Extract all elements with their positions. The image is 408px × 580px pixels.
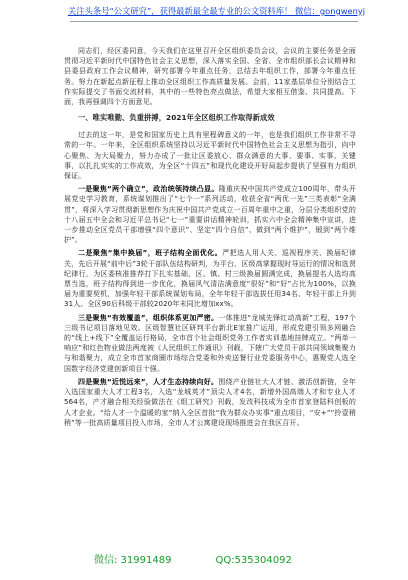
paragraph-election [64,248,356,309]
paragraph-political [64,184,356,245]
footer-contacts [94,555,344,567]
paragraph-election-lead: 二是聚焦“集中换届”，班子结构全面优化。 [78,249,223,258]
paragraph-coverage-lead: 三是聚焦“有效覆盖”，组织体系更加严密。 [78,313,219,322]
paragraph-coverage [64,313,356,374]
section-heading: 一、唯实唯勤、负重拼搏，2021年全区组织工作取得新成效 [78,113,275,123]
paragraph-talent [64,377,356,428]
document-body [64,46,356,431]
paragraph-coverage-body: 一体推进“龙城先锋红动高新”工程，197个三级书记项目落地见效。区级智慧社区研判平台新北E家推广运用，形成党建引领多网融合的“线上+线下”全覆盖运行格局，全市首个社会组织党务工作者实训基地挂牌成立。“两单一响应”和红色物业做法两度被《人民组织工作通讯》刊载，下辖广大党员干部共同领域集聚力与和谐聚力，成立全市首家商圈市场综合党委和外卖送餐行业党委服务中心，惠聚党人选全国数字经济党建创新项目十强。 [64,313,357,373]
header-divider [70,21,358,22]
paragraph-election-body: 严把选人用人关、巡视程序关、换届纪律关，先后开展“前中后”3轮干部队伍结构研判，为平台、区级高掌握现时导运行的情况和选贤纪律行，为区委核准推荐打下扎实基础，区、镇、村三级换届圆满完成，换届提名人选均高票当选，班子结构得到进一步优化，换届风气清洁满意度“很好”和“好”占比为100%，以换届为重要契机，加强年轻干部系统谋划布局，全年年轻干部选拔任用34名、年轻干部上升到31人。全区90后科级干部较2020年末同比增加xx%。 [64,249,356,309]
footer-wechat: 微信: 31991489 [94,555,172,566]
paragraph-political-lead: 一是聚焦“两个确立”，政治统领持续凸显。 [78,185,219,194]
intro-paragraph: 同志们，经区委同意，今天我们在这里召开全区组织委员会议，会议的主要任务是全面贯彻习近平新时代中国特色社会主义思想，深入落实全国、全省、全市组织部长会议精神和县委县政府工作会议精神，研究部署今年重点任务，总结去年组织工作，部署今年重点任务。努力在新起点新征程上推动全区组织工作高质量发展。会前，11家基层单位分别结合工作实际提交了书面交流材料，其中的一些特色亮点做法，希望大家相互借鉴、共同提高。下面，我再强调四个方面意见。 [64,47,356,107]
footer-qq: QQ:535304092 [215,555,292,566]
banner-text[interactable]: 关注头条号“公文研究”，获得最新最全最专业的公文资料库！ 微信：gongwenyj [68,6,366,16]
paragraph-talent-body: 围绕产业链社大人才链、激活创新链，全年入选国家重大人才工程3名，入选“龙城英才”顶尖人才4名，新增外国高端人才和专业人才564名，产才融合相关经验做法在《组工研究》刊载，发改科技成为全市首家登陆科创板的人才企业。“给人才一个温暖的家”纳入全区首批“我为群众办实事”重点项目，“安+”“拎壹稍稍”等一批高质量项目投入市场，全市人才公寓建设现场推进会在我区召开。 [64,377,356,427]
paragraph-overview: 过去的这一年，是党和国家历史上具有里程碑意义的一年，也是我们组织工作非常不寻常的一年。一年来，全区组织系统坚持以习近平新时代中国特色社会主义思想为指引，向中心聚焦、为大局聚力，努力办成了一批让区委放心、群众满意的大事、要事、实事。关键事，以扎扎实实的工作成效，为全区“十四五”和现代化建设开好局起步提供了坚强有力组织保证。 [64,131,356,181]
paragraph-political-body: 隆重庆祝中国共产党成立100周年，带头开展党史学习教育，系统谋划推出了“七个一”系列活动，收获全省“两优一先”三类表彰“全满贯”，将深入学习贯彻新思想作为庆祝中国共产党成立一百周年重中之重，分层分类组织党的十八届五中全会和习近平总书记“七一”重要讲话精神轮训，抓实六中全会精神集中宣讲，进一步推动全区党员干部增强“四个意识”、坚定“四个自信”、做到“两个维护”，锻到“两个维护”。 [64,185,356,245]
paragraph-talent-lead: 四是聚焦“近悦远来”，人才生态持续向好。 [78,377,219,386]
header-banner[interactable] [68,6,368,16]
